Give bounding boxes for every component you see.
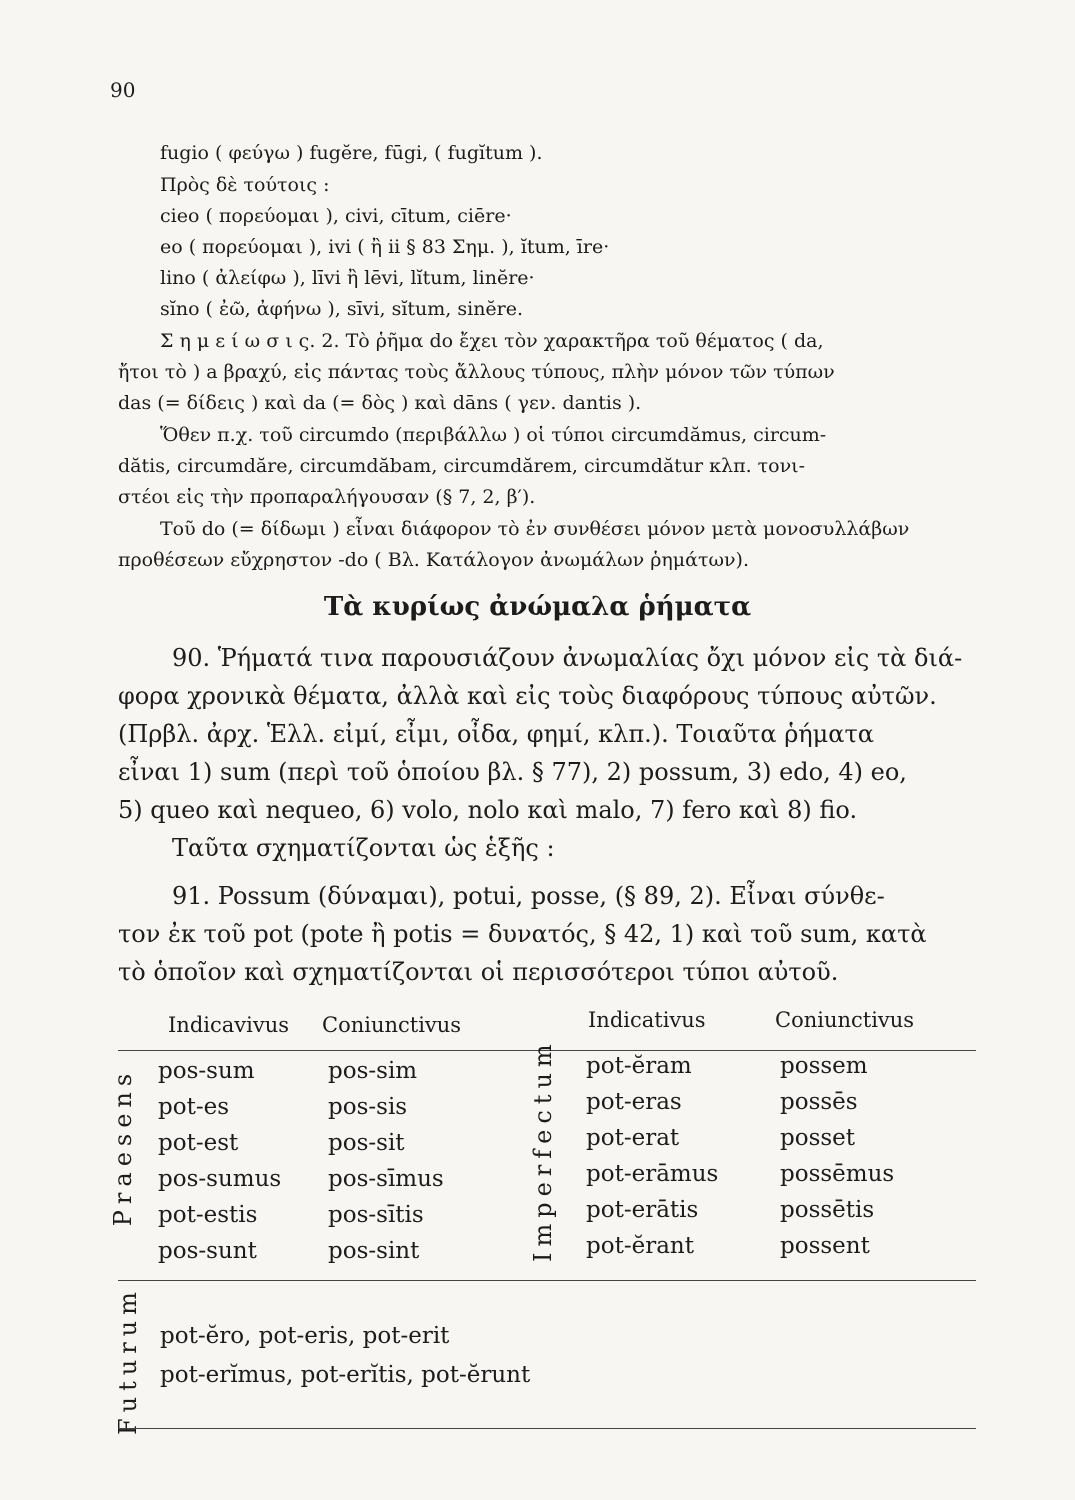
table-cell: pot-es [158, 1094, 229, 1120]
text-line: lino ( ἀλείφω ), līvi ἢ lēvi, lĭtum, linĕre· [160, 267, 535, 289]
table-header: Coniunctivus [775, 1008, 915, 1032]
table-cell: pot-ĕrant [586, 1233, 694, 1259]
text-line: Σ η μ ε ί ω σ ι ς. 2. Τὸ ῥῆμα do ἔχει τὸν χαρακτῆρα τοῦ θέματος ( da, [160, 330, 824, 352]
text-line: Πρὸς δὲ τούτοις : [160, 174, 330, 196]
text-line: τον ἐκ τοῦ pot (pote ἢ potis = δυνατός, § 42, 1) καὶ τοῦ sum, κατὰ [118, 920, 927, 948]
text-line: fugio ( φεύγω ) fugĕre, fūgi, ( fugĭtum ). [160, 142, 543, 164]
text-line: 91. Possum (δύναμαι), potui, posse, (§ 89, 2). Εἶναι σύνθε- [172, 882, 885, 910]
text-line: das (= δίδεις ) καὶ da (= δὸς ) καὶ dāns ( γεν. dantis ). [118, 392, 642, 414]
text-line: cieo ( πορεύομαι ), civi, cītum, ciēre· [160, 205, 512, 227]
text-line: 90. Ῥήματά τινα παρουσιάζουν ἀνωμαλίας ὄχι μόνον εἰς τὰ διά- [172, 644, 963, 672]
table-cell: pos-sīmus [328, 1166, 444, 1192]
table-cell: pos-sim [328, 1058, 418, 1084]
table-cell: pos-sis [328, 1094, 408, 1120]
table-header: Indicavivus [168, 1013, 290, 1037]
table-header: Indicativus [588, 1008, 706, 1032]
table-cell: pos-sunt [158, 1238, 257, 1264]
table-cell: possēs [780, 1089, 858, 1115]
praesens-label: Praesens [109, 1067, 137, 1227]
text-line: φορα χρονικὰ θέματα, ἀλλὰ καὶ εἰς τοὺς διαφόρους τύπους αὐτῶν. [118, 682, 937, 710]
section-heading: Τὰ κυρίως ἀνώμαλα ῥήματα [323, 592, 752, 622]
table-cell: pot-ĕram [586, 1053, 692, 1079]
text-line: (Πρβλ. ἀρχ. Ἑλλ. εἰμί, εἶμι, οἶδα, φημί, κλπ.). Τοιαῦτα ῥήματα [118, 720, 874, 748]
table-header: Coniunctivus [322, 1013, 462, 1037]
table-cell: pot-estis [158, 1202, 258, 1228]
table-cell: pos-sītis [328, 1202, 424, 1228]
table-cell: pos-sint [328, 1238, 420, 1264]
text-line: στέοι εἰς τὴν προπαραλήγουσαν (§ 7, 2, β′). [118, 486, 536, 508]
imperfectum-label: Imperfectum [529, 1038, 557, 1262]
text-line: dătis, circumdăre, circumdăbam, circumdărem, circumdătur κλπ. τονι- [118, 455, 806, 477]
table-cell: pos-sit [328, 1130, 405, 1156]
table-cell: pot-ĕro, pot-eris, pot-erit [160, 1323, 450, 1349]
table-cell: pot-eras [586, 1089, 682, 1115]
table-cell: possēmus [780, 1161, 895, 1187]
page-number: 90 [110, 78, 136, 102]
text-line: Ὅθεν π.χ. τοῦ circumdo (περιβάλλω ) οἱ τύποι circumdămus, circum- [160, 424, 827, 446]
text-line: προθέσεων εὔχρηστον -do ( Βλ. Κατάλογον ἀνωμάλων ῥημάτων). [118, 549, 749, 571]
table-cell: possent [780, 1233, 870, 1259]
text-line: ἤτοι τὸ ) a βραχύ, εἰς πάντας τοὺς ἄλλους τύπους, πλὴν μόνον τῶν τύπων [118, 361, 835, 383]
text-line: sĭno ( ἐῶ, ἀφήνω ), sīvi, sĭtum, sinĕre. [160, 298, 524, 320]
text-line: eo ( πορεύομαι ), ivi ( ἢ ii § 83 Σημ. ), ĭtum, īre· [160, 236, 610, 258]
table-cell: pos-sumus [158, 1166, 282, 1192]
table-cell: posset [780, 1125, 856, 1151]
futurum-label: Futurum [114, 1286, 142, 1435]
table-cell: pos-sum [158, 1058, 255, 1084]
table-cell: pot-erĭmus, pot-erĭtis, pot-ĕrunt [160, 1362, 531, 1388]
table-cell: possem [780, 1053, 868, 1079]
table-cell: pot-est [158, 1130, 239, 1156]
text-line: Ταῦτα σχηματίζονται ὡς ἑξῆς : [172, 834, 555, 862]
text-line: 5) queo καὶ nequeo, 6) volo, nolo καὶ malo, 7) fero καὶ 8) fio. [118, 796, 858, 824]
table-cell: pot-erat [586, 1125, 680, 1151]
table-cell: possētis [780, 1197, 875, 1223]
table-cell: pot-erātis [586, 1197, 699, 1223]
table-cell: pot-erāmus [586, 1161, 719, 1187]
text-line: Τοῦ do (= δίδωμι ) εἶναι διάφορον τὸ ἐν συνθέσει μόνον μετὰ μονοσυλλάβων [160, 518, 910, 540]
text-line: τὸ ὁποῖον καὶ σχηματίζονται οἱ περισσότεροι τύποι αὐτοῦ. [118, 958, 839, 986]
table-rule [118, 1428, 976, 1429]
text-line: εἶναι 1) sum (περὶ τοῦ ὁποίου βλ. § 77), 2) possum, 3) edo, 4) eo, [118, 758, 907, 786]
table-rule [118, 1280, 976, 1281]
